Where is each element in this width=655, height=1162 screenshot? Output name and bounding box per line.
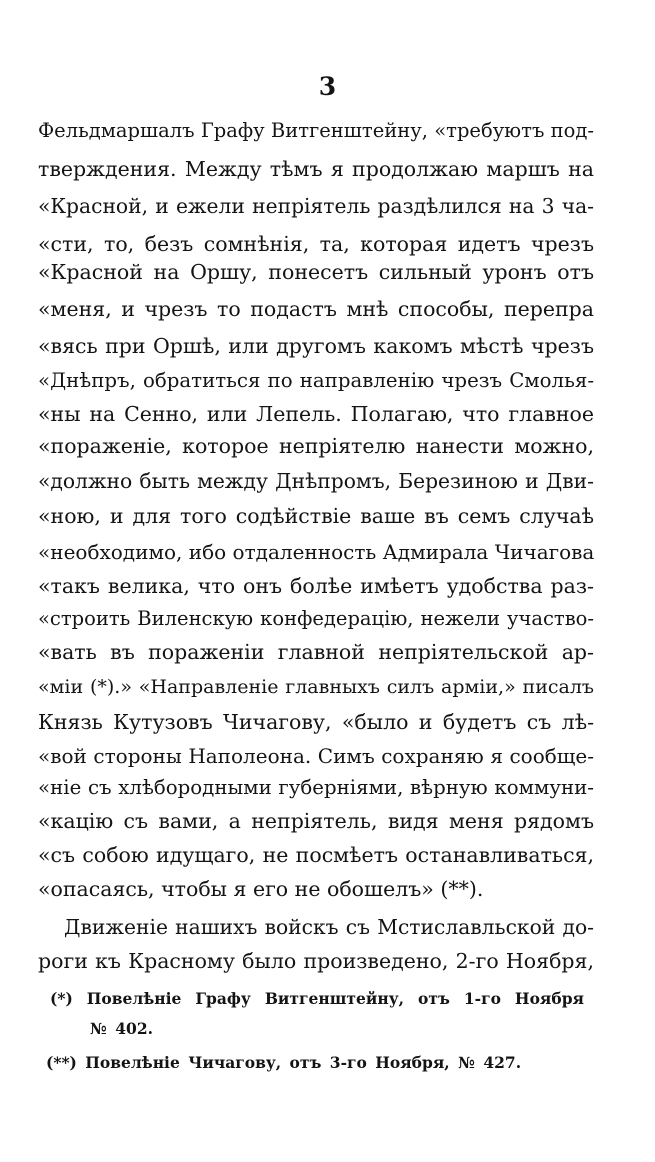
- text-line: роги къ Красному было произведено, 2-го Ноября,: [38, 949, 594, 973]
- text-line: «строить Виленскую конфедерацію, нежели участво-: [38, 607, 594, 630]
- text-line: «меня, и чрезъ то подастъ мнѣ способы, перепра: [38, 297, 594, 321]
- text-line: «ны на Сенно, или Лепель. Полагаю, что главное: [38, 402, 594, 426]
- text-line: «ніе съ хлѣбородными губерніями, вѣрную коммуни-: [38, 776, 594, 799]
- text-line: «Днѣпръ, обратиться по направленію чрезъ Смолья-: [38, 369, 594, 392]
- footnote-1-line: (*) Повелѣніе Графу Витгенштейну, отъ 1-го Ноября: [50, 989, 584, 1008]
- text-line: «ною, и для того содѣйствіе ваше въ семъ случаѣ: [38, 504, 594, 528]
- text-line: «міи (*).» «Направленіе главныхъ силъ арміи,» писалъ: [38, 676, 594, 698]
- text-line: «такъ велика, что онъ болѣе имѣетъ удобства раз-: [38, 574, 594, 598]
- text-line: Движеніе нашихъ войскъ съ Мстиславльской до-: [64, 915, 594, 939]
- text-line: «должно быть между Днѣпромъ, Березиною и Дви-: [38, 469, 594, 493]
- footnote-1-line: № 402.: [90, 1019, 153, 1038]
- text-line: «необходимо, ибо отдаленность Адмирала Чичагова: [38, 540, 594, 564]
- text-line: «пораженіе, которое непріятелю нанести можно,: [38, 434, 594, 458]
- text-line: «вой стороны Наполеона. Симъ сохраняю я сообще-: [38, 744, 594, 768]
- text-line: «Красной, и ежели непріятель раздѣлился на 3 ча-: [38, 194, 594, 218]
- text-line: «вать въ пораженіи главной непріятельской ар-: [38, 640, 594, 664]
- footnote-2: (**) Повелѣніе Чичагову, отъ 3-го Ноября, № 427.: [46, 1053, 522, 1072]
- text-line: Князь Кутузовъ Чичагову, «было и будетъ съ лѣ-: [38, 710, 594, 734]
- text-line: «вясь при Оршѣ, или другомъ какомъ мѣстѣ чрезъ: [38, 334, 594, 358]
- text-line: Фельдмаршалъ Графу Витгенштейну, «требуютъ под-: [38, 119, 594, 142]
- text-line: «кацію съ вами, а непріятель, видя меня рядомъ: [38, 809, 594, 833]
- text-line: тверждения. Между тѣмъ я продолжаю маршъ на: [38, 157, 594, 181]
- text-line: «опасаясь, чтобы я его не обошелъ» (**).: [38, 877, 484, 901]
- text-line: «Красной на Оршу, понесетъ сильный уронъ отъ: [38, 260, 594, 284]
- text-line: «съ собою идущаго, не посмѣетъ останавливаться,: [38, 843, 594, 867]
- page-number: 3: [318, 72, 337, 101]
- text-line: «сти, то, безъ сомнѣнія, та, которая идетъ чрезъ: [38, 232, 594, 256]
